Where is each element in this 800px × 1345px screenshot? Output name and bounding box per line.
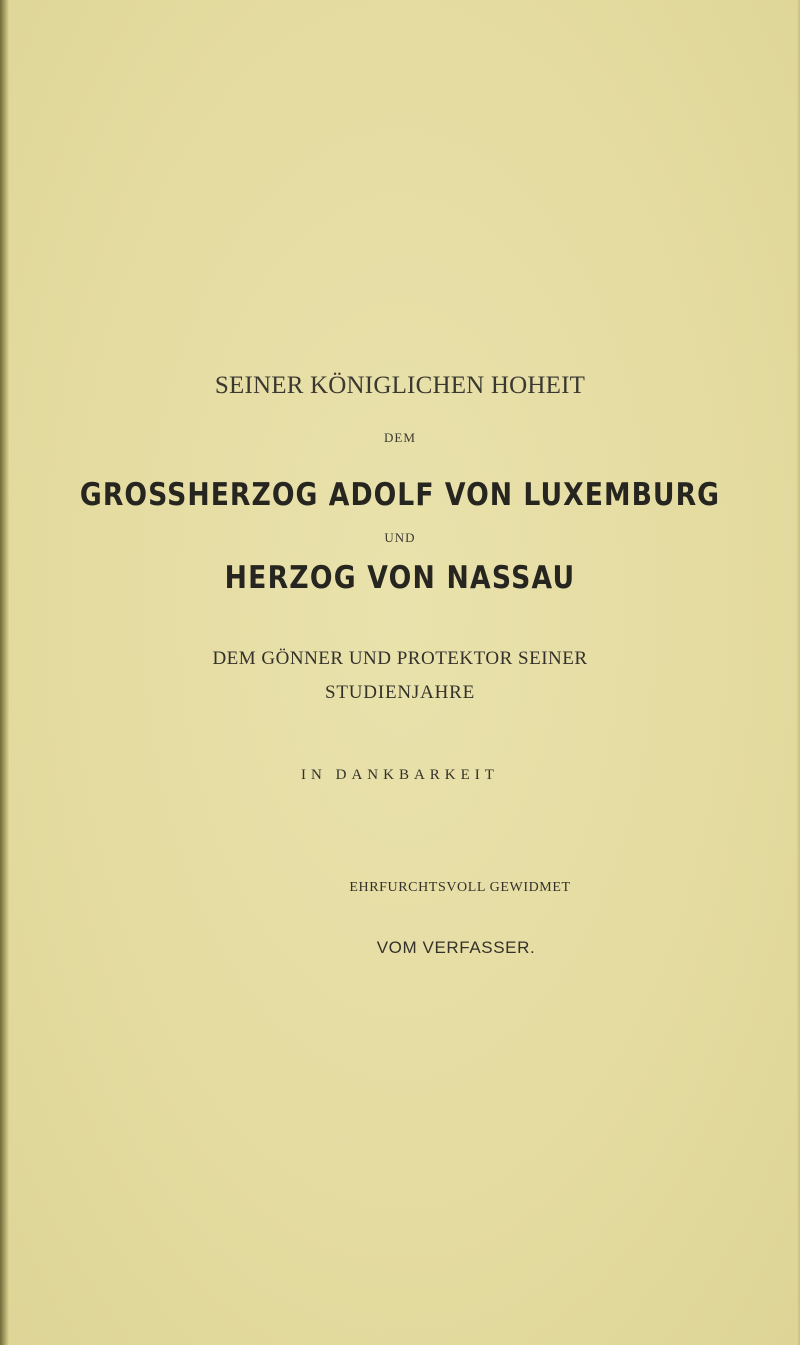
dedication-respectfully-dedicated: EHRFURCHTSVOLL GEWIDMET	[349, 880, 571, 895]
dedication-patron-line: DEM GÖNNER UND PROTEKTOR SEINER	[212, 648, 588, 669]
dedication-grand-duke: GROSSHERZOG ADOLF VON LUXEMBURG	[79, 477, 721, 513]
dedication-gratitude: IN DANKBARKEIT	[301, 767, 499, 783]
dedication-duke-nassau: HERZOG VON NASSAU	[224, 560, 576, 596]
dedication-title: SEINER KÖNIGLICHEN HOHEIT	[214, 372, 586, 399]
dedication-conjunction-und: UND	[384, 530, 416, 545]
dedication-article-dem: DEM	[384, 430, 416, 445]
dedication-studienjahre: STUDIENJAHRE	[325, 682, 475, 703]
page-right-edge	[796, 0, 800, 1345]
page-binding-edge	[0, 0, 9, 1345]
dedication-author-signoff: VOM VERFASSER.	[376, 938, 536, 957]
